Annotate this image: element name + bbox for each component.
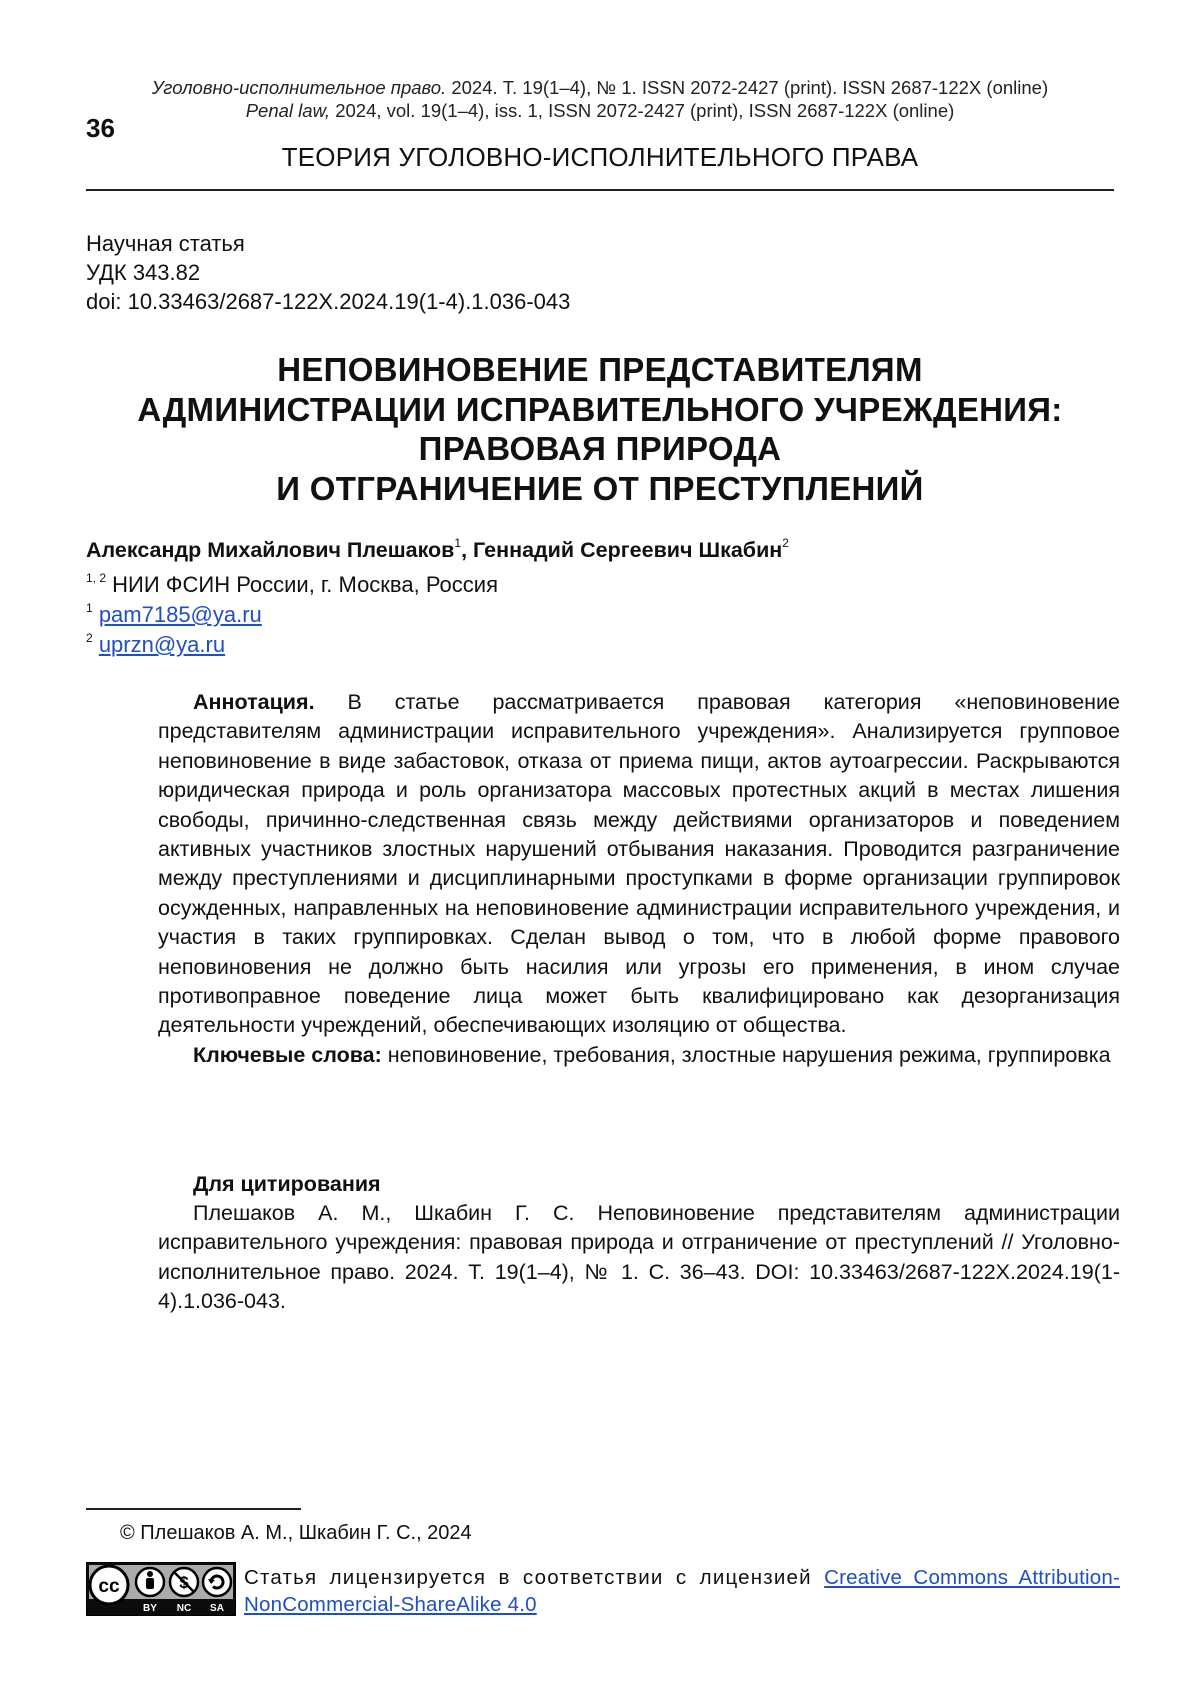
keywords-text: неповиновение, требования, злостные нарушения режима, группировка [382, 1043, 1111, 1067]
license-text: Статья лицензируется в соответствии с лицензией [244, 1566, 824, 1589]
keywords-paragraph [158, 1041, 1120, 1070]
journal-line-en [86, 99, 1114, 122]
email-line-1 [86, 600, 262, 629]
sa-share-icon [203, 1568, 231, 1596]
affiliation-text: НИИ ФСИН России, г. Москва, Россия [112, 572, 498, 597]
svg-text:cc: cc [98, 1576, 120, 1597]
email-mark: 2 [86, 631, 93, 645]
journal-name-en: Penal law, [246, 100, 330, 121]
abstract-label: Аннотация. [193, 690, 315, 714]
abstract-paragraph [158, 688, 1120, 1041]
license-statement [244, 1564, 1120, 1618]
author-affiliation-mark: 1 [454, 536, 461, 550]
email-link[interactable]: uprzn@ya.ru [99, 632, 225, 657]
license-link[interactable]: Creative Commons Attribution-NonCommercial-ShareAlike 4.0 [244, 1566, 1120, 1616]
journal-info-en: 2024, vol. 19(1–4), iss. 1, ISSN 2072-2427 (print), ISSN 2687-122X (online) [330, 100, 954, 121]
header-divider [86, 189, 1114, 191]
email-link[interactable]: pam7185@ya.ru [99, 602, 262, 627]
author-separator: , [461, 538, 473, 562]
author-affiliation-mark: 2 [782, 536, 789, 550]
journal-line-ru [86, 76, 1114, 99]
affiliation-mark: 1, 2 [86, 571, 106, 585]
page-number: 36 [86, 113, 115, 144]
cc-badge-label: NC [177, 1603, 191, 1614]
udk: УДК 343.82 [86, 258, 200, 287]
title-line: И ОТГРАНИЧЕНИЕ ОТ ПРЕСТУПЛЕНИЙ [86, 469, 1114, 509]
email-line-2 [86, 630, 225, 659]
footnote-divider [86, 1508, 301, 1510]
journal-name-ru: Уголовно-исполнительное право. [152, 77, 446, 98]
author-name: Геннадий Сергеевич Шкабин [473, 538, 782, 562]
cc-badge-label: SA [210, 1603, 224, 1614]
abstract-text: В статье рассматривается правовая категория «неповиновение представителям администрации исправительного учреждения». Анализируется групповое неповиновение в виде забастовок, отказа от приема пищи, актов аутоагрессии. Раскрываются юридическая природа и роль организатора массовых протестных акций в местах лишения свободы, причинно-следственная связь между действиями организаторов и поведением активных участников злостных нарушений отбывания наказания. Проводится разграничение между преступлениями и дисциплинарными проступками в форме организации группировок осужденных, направленных на неповиновение администрации исправительного учреждения, и участия в таких группировках. Сделан вывод о том, что в любой форме правового неповиновения не должно быть насилия или угрозы его применения, в ином случае противоправное поведение лица может быть квалифицировано как дезорганизация деятельности учреждений, обеспечивающих изоляцию от общества. [158, 690, 1120, 1037]
title-line: НЕПОВИНОВЕНИЕ ПРЕДСТАВИТЕЛЯМ [86, 350, 1114, 390]
keywords-label: Ключевые слова: [193, 1043, 382, 1067]
citation-text: Плешаков А. М., Шкабин Г. С. Неповиновение представителям администрации исправительного учреждения: правовая природа и отграничение от преступлений // Уголовно-исполнительное право. 2024. Т. 19(1–4), № 1. С. 36–43. DOI: 10.33463/2687-122X.2024.19(1-4).1.036-043. [158, 1199, 1120, 1317]
doi: doi: 10.33463/2687-122X.2024.19(1-4).1.036-043 [86, 287, 570, 316]
copyright: © Плешаков А. М., Шкабин Г. С., 2024 [120, 1522, 472, 1545]
affiliation [86, 570, 498, 599]
by-person-icon [136, 1568, 164, 1596]
section-title: ТЕОРИЯ УГОЛОВНО-ИСПОЛНИТЕЛЬНОГО ПРАВА [86, 142, 1114, 173]
cc-logo-icon [90, 1566, 128, 1604]
nc-dollar-icon [170, 1568, 198, 1596]
author-name: Александр Михайлович Плешаков [86, 538, 454, 562]
email-mark: 1 [86, 601, 93, 615]
title-line: АДМИНИСТРАЦИИ ИСПРАВИТЕЛЬНОГО УЧРЕЖДЕНИЯ: [86, 390, 1114, 430]
cc-badge-label: BY [143, 1603, 157, 1614]
authors [86, 538, 789, 563]
journal-info-ru: 2024. Т. 19(1–4), № 1. ISSN 2072-2427 (print). ISSN 2687-122X (online) [446, 77, 1048, 98]
article-type: Научная статья [86, 229, 245, 258]
citation [158, 1199, 1120, 1317]
abstract [158, 688, 1120, 1070]
title-line: ПРАВОВАЯ ПРИРОДА [86, 429, 1114, 469]
cc-license-badge[interactable] [86, 1562, 236, 1616]
citation-heading: Для цитирования [193, 1172, 381, 1197]
article-title [86, 350, 1114, 508]
